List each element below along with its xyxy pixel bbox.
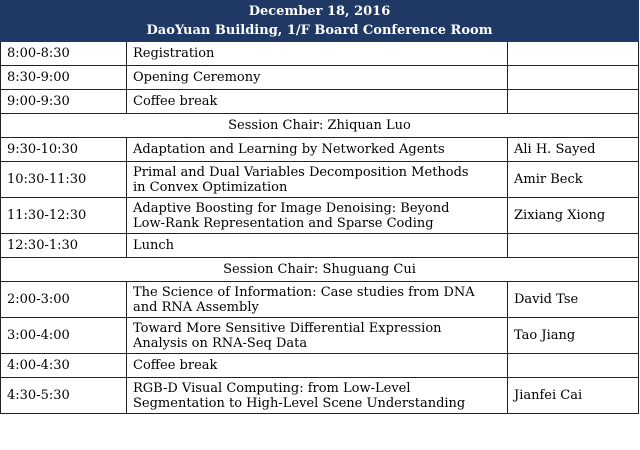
speaker-cell: David Tse [508,282,639,318]
schedule-row [1,378,639,414]
speaker-cell [508,234,639,258]
schedule-row [1,162,639,198]
talk-title-cell [127,378,508,414]
schedule-row [1,66,639,90]
time-cell: 10:30-11:30 [1,162,127,198]
session-chair-row [1,258,639,282]
speaker-cell: Tao Jiang [508,318,639,354]
talk-title-line-2: and RNA Assembly [133,299,259,315]
talk-title-line: Coffee break [133,358,218,373]
talk-title-cell [127,354,508,378]
talk-title-line: Toward More Sensitive Differential Expression [133,320,442,336]
talk-title-line: Coffee break [133,94,218,109]
schedule-header-row [1,1,639,42]
schedule-row [1,354,639,378]
talk-title-line: Registration [133,46,215,61]
talk-title-cell [127,66,508,90]
time-cell: 11:30-12:30 [1,198,127,234]
talk-title-line: The Science of Information: Case studies from DNA [133,284,475,300]
event-date: December 18, 2016 [248,4,391,19]
session-chair-row [1,114,639,138]
talk-title-line: Adaptive Boosting for Image Denoising: Beyond [133,200,450,216]
talk-title-line: RGB-D Visual Computing: from Low-Level [133,380,411,396]
schedule-row [1,42,639,66]
time-cell: 8:30-9:00 [1,66,127,90]
time-cell: 4:30-5:30 [1,378,127,414]
speaker-cell [508,42,639,66]
talk-title-line-2: Analysis on RNA-Seq Data [133,335,308,351]
talk-title-cell [127,90,508,114]
schedule-row [1,138,639,162]
session-chair-label: Session Chair: Shuguang Cui [1,258,639,282]
time-cell: 2:00-3:00 [1,282,127,318]
talk-title-cell [127,318,508,354]
talk-title-cell [127,138,508,162]
talk-title-line: Primal and Dual Variables Decomposition Methods [133,164,469,180]
session-chair-label: Session Chair: Zhiquan Luo [1,114,639,138]
time-cell: 4:00-4:30 [1,354,127,378]
speaker-cell: Jianfei Cai [508,378,639,414]
talk-title-cell [127,198,508,234]
time-cell: 9:00-9:30 [1,90,127,114]
time-cell: 3:00-4:00 [1,318,127,354]
talk-title-line-2: in Convex Optimization [133,179,288,195]
talk-title-line: Adaptation and Learning by Networked Agents [133,142,445,157]
talk-title-line-2: Low-Rank Representation and Sparse Coding [133,215,434,231]
talk-title-line-2: Segmentation to High-Level Scene Understanding [133,395,466,411]
time-cell: 12:30-1:30 [1,234,127,258]
schedule-row [1,234,639,258]
talk-title-cell [127,162,508,198]
talk-title-cell [127,282,508,318]
speaker-cell: Amir Beck [508,162,639,198]
schedule-row [1,198,639,234]
time-cell: 8:00-8:30 [1,42,127,66]
speaker-cell [508,66,639,90]
speaker-cell [508,354,639,378]
schedule-row [1,282,639,318]
schedule-row [1,90,639,114]
time-cell: 9:30-10:30 [1,138,127,162]
schedule-row [1,318,639,354]
talk-title-line: Lunch [133,238,175,253]
schedule-header [1,1,639,42]
event-venue: DaoYuan Building, 1/F Board Conference Room [146,23,493,38]
talk-title-cell [127,234,508,258]
talk-title-line: Opening Ceremony [133,70,261,85]
speaker-cell: Ali H. Sayed [508,138,639,162]
talk-title-cell [127,42,508,66]
speaker-cell [508,90,639,114]
speaker-cell: Zixiang Xiong [508,198,639,234]
